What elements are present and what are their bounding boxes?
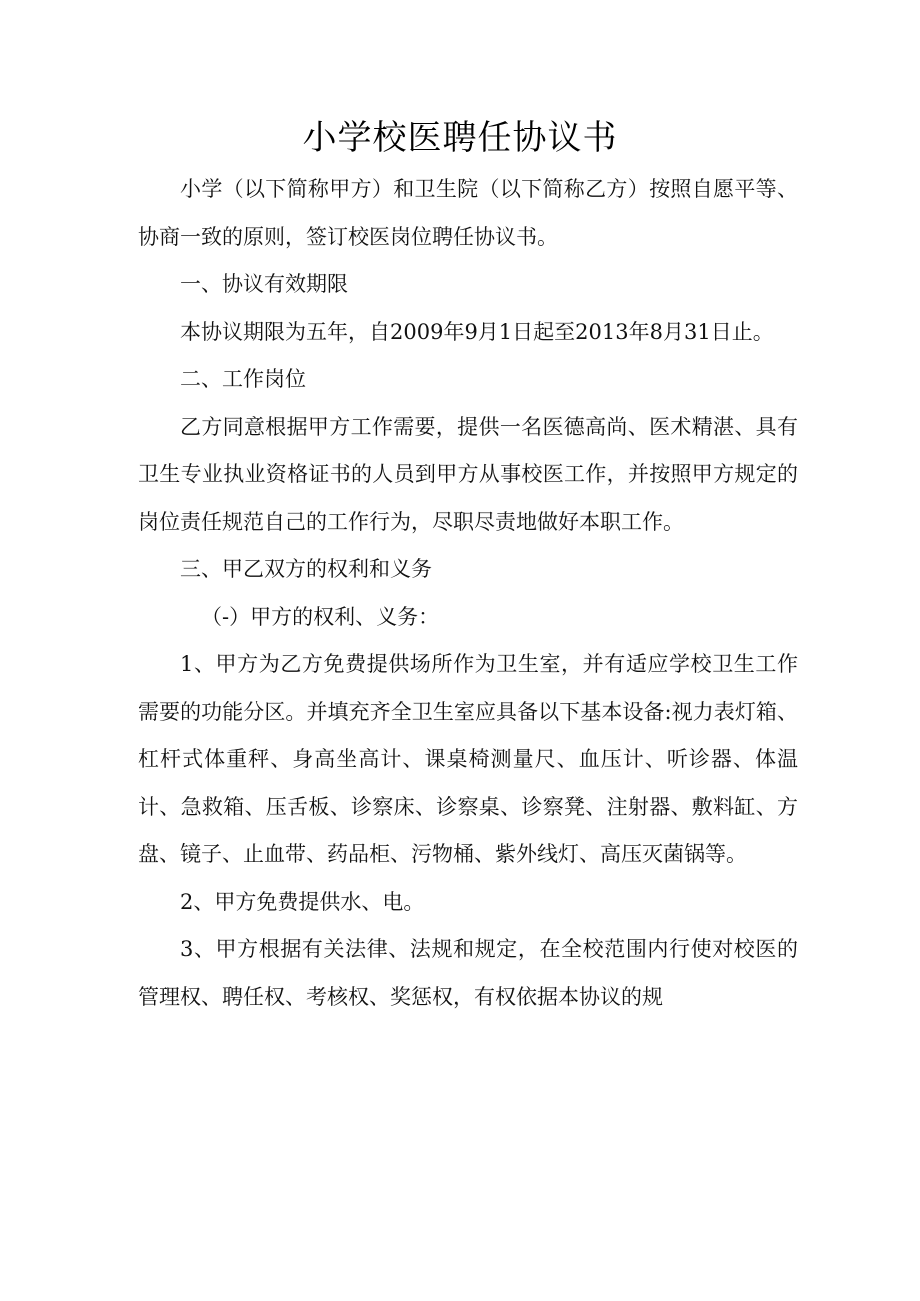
position-paragraph: 乙方同意根据甲方工作需要，提供一名医德高尚、医术精湛、具有卫生专业执业资格证书的人员到甲方从事校医工作，并按照甲方规定的岗位责任规范自己的工作行为，尽职尽责地做好本职工作。 xyxy=(138,414,798,534)
intro-paragraph: 小学（以下简称甲方）和卫生院（以下简称乙方）按照自愿平等、协商一致的原则，签订校医岗位聘任协议书。 xyxy=(138,177,798,249)
subsection-heading-party-a: （-）甲方的权利、义务： xyxy=(201,604,440,629)
section-heading-term: 一、协议有效期限 xyxy=(180,272,348,296)
clause-2-paragraph: 2、甲方免费提供水、电。 xyxy=(180,889,425,914)
document-body xyxy=(138,166,798,1021)
clause-3-paragraph: 3、甲方根据有关法律、法规和规定，在全校范围内行使对校医的管理权、聘任权、考核权、奖惩权，有权依据本协议的规 xyxy=(138,937,798,1009)
section-heading-rights: 三、甲乙双方的权利和义务 xyxy=(180,557,432,581)
term-paragraph: 本协议期限为五年，自2009年9月1日起至2013年8月31日止。 xyxy=(180,319,774,344)
clause-1-paragraph: 1、甲方为乙方免费提供场所作为卫生室，并有适应学校卫生工作需要的功能分区。并填充齐全卫生室应具备以下基本设备:视力表灯箱、杠杆式体重秤、身高坐高计、课桌椅测量尺、血压计、听诊器、体温计、急救箱、压舌板、诊察床、诊察桌、诊察凳、注射器、敷料缸、方盘、镜子、止血带、药品柜、污物桶、紫外线灯、高压灭菌锅等。 xyxy=(138,652,798,866)
document-title: 小学校医聘任协议书 xyxy=(302,118,618,158)
section-heading-position: 二、工作岗位 xyxy=(180,367,306,391)
